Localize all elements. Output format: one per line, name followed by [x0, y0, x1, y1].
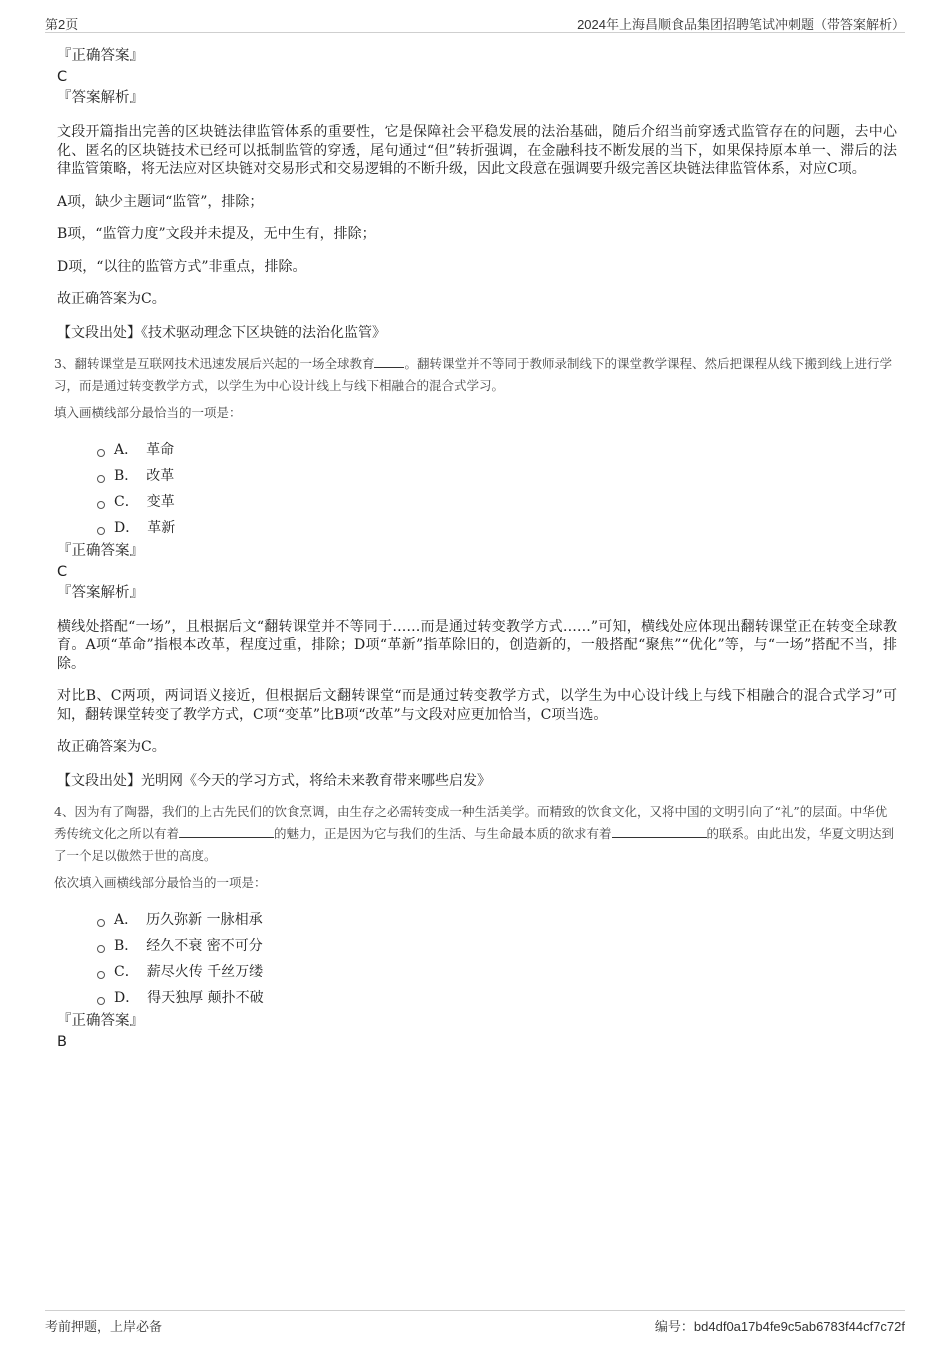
- option-b[interactable]: B． 经久不衰 密不可分: [97, 933, 897, 959]
- radio-icon[interactable]: [97, 919, 105, 927]
- radio-icon[interactable]: [97, 945, 105, 953]
- correct-answer-value: C: [57, 69, 68, 85]
- radio-icon[interactable]: [97, 971, 105, 979]
- code-value: bd4df0a17b4fe9c5ab6783f44cf7c72f: [693, 1319, 905, 1334]
- explanation-paragraph: 横线处搭配“一场”，且根据后文“翻转课堂并不等同于……而是通过转变教学方式……”可知，横线处应体现出翻转课堂正在转变全球教育。A项“革命”指根本改革，程度过重，排除；D项“革新”指革除旧的，创造新的，一般搭配“聚焦”“优化”等，与“一场”搭配不当，排除。: [57, 618, 897, 672]
- explanation-paragraph: B项，“监管力度”文段并未提及，无中生有，排除；: [57, 226, 376, 242]
- source-title: 光明网《今天的学习方式，将给未来教育带来哪些启发》: [141, 772, 491, 789]
- source-title: 《技术驱动理念下区块链的法治化监管》: [141, 324, 386, 341]
- source-tag: 【文段出处】: [57, 772, 141, 789]
- document-title: 2024年上海昌顺食品集团招聘笔试冲刺题（带答案解析）: [577, 17, 905, 32]
- correct-answer-label: 『正确答案』: [57, 1012, 144, 1029]
- radio-icon[interactable]: [97, 527, 105, 535]
- page-footer: [45, 1310, 905, 1339]
- explanation-paragraph: 故正确答案为C。: [57, 739, 166, 755]
- correct-answer-label: 『正确答案』: [57, 48, 144, 64]
- option-d[interactable]: D． 革新: [97, 515, 897, 541]
- explanation-paragraph: 文段开篇指出完善的区块链法律监管体系的重要性，它是保障社会平稳发展的法治基础，随后介绍当前穿透式监管存在的问题，去中心化、匿名的区块链技术已经可以抵制监管的穿透，尾句通过“但”转折强调，在金融科技不断发展的当下，如果保持原本单一、滞后的法律监管策略，将无法应对区块链对交易形式和交易逻辑的不断升级，因此文段意在强调要升级完善区块链法律监管体系，对应C项。: [57, 124, 897, 177]
- option-a[interactable]: A． 革命: [97, 437, 897, 463]
- page-number: 第2页: [45, 17, 79, 32]
- explanation-paragraph: D项，“以往的监管方式”非重点，排除。: [57, 258, 307, 275]
- source-line: [57, 323, 897, 343]
- question-stem: 3、翻转课堂是互联网技术迅速发展后兴起的一场全球教育 。翻转课堂并不等同于教师录制线下的课堂教学课程、然后把课程从线下搬到线上进行学习，而是通过转变教学方式，以学生为中心设计线上与线下相融合的混合式学习。: [54, 353, 897, 397]
- option-b[interactable]: B． 改革: [97, 463, 897, 489]
- explanation-paragraph: 故正确答案为C。: [57, 291, 166, 307]
- source-tag: 【文段出处】: [57, 324, 141, 341]
- page-header: [45, 12, 905, 33]
- correct-answer-label: 『正确答案』: [57, 542, 144, 559]
- options-list: [97, 437, 897, 541]
- question-stem: 4、因为有了陶器，我们的上古先民们的饮食烹调，由生存之必需转变成一种生活美学。而精致的饮食文化，又将中国的文明引向了“礼”的层面。中华优秀传统文化之所以有着 的魅力，正是因为它与我们的生活、与生命最本质的欲求有着 的联系。由此出发，华夏文明达到了一个足以傲然于世的高度。: [54, 803, 895, 863]
- explanation-paragraph: A项，缺少主题词“监管”，排除；: [57, 193, 264, 210]
- radio-icon[interactable]: [97, 997, 105, 1005]
- explanation-paragraph: 对比B、C两项，两词语义接近，但根据后文翻转课堂“而是通过转变教学方式，以学生为中心设计线上与线下相融合的混合式学习”可知，翻转课堂转变了教学方式，C项“变革”比B项“改革”与文段对应更加恰当，C项当选。: [57, 688, 897, 723]
- page-content: [54, 46, 897, 1053]
- question-hint: 填入画横线部分最恰当的一项是：: [54, 404, 242, 420]
- fill-blank: [612, 823, 707, 838]
- option-a[interactable]: A． 历久弥新 一脉相承: [97, 907, 897, 933]
- options-list: [97, 907, 897, 1011]
- option-d[interactable]: D． 得天独厚 颠扑不破: [97, 985, 897, 1011]
- correct-answer-value: B: [57, 1033, 67, 1050]
- source-line: [57, 771, 897, 791]
- radio-icon[interactable]: [97, 449, 105, 457]
- code-label: 编号：: [654, 1319, 694, 1334]
- question-hint: 依次填入画横线部分最恰当的一项是：: [54, 874, 267, 890]
- explanation-label: 『答案解析』: [57, 584, 144, 601]
- footer-code: [655, 1316, 905, 1335]
- explanation-label: 『答案解析』: [57, 90, 144, 106]
- option-c[interactable]: C． 薪尽火传 千丝万缕: [97, 959, 897, 985]
- footer-slogan: 考前押题，上岸必备: [45, 1319, 163, 1334]
- fill-blank: [374, 353, 404, 368]
- fill-blank: [179, 823, 274, 838]
- correct-answer-value: C: [57, 563, 68, 580]
- option-c[interactable]: C． 变革: [97, 489, 897, 515]
- radio-icon[interactable]: [97, 501, 105, 509]
- radio-icon[interactable]: [97, 475, 105, 483]
